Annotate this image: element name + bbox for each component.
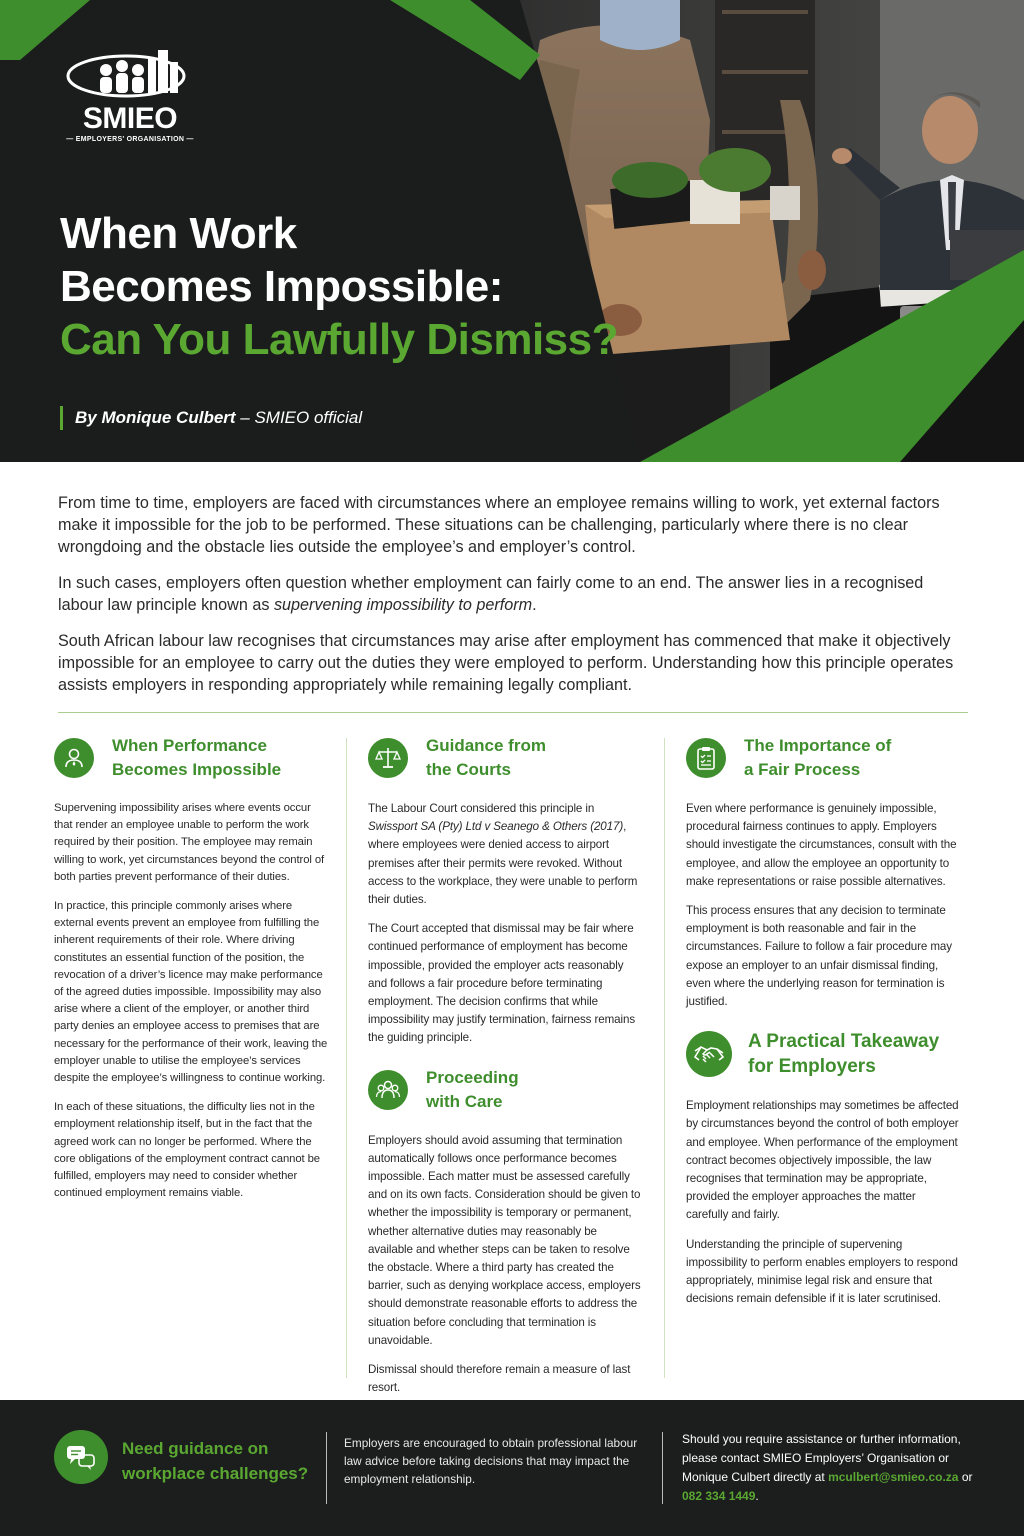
smieo-logo bbox=[60, 44, 200, 154]
body-paragraph: Employers should avoid assuming that termination automatically follows once performance becomes impossible. Each matter must be assessed carefully and on its own facts. Consideration should be given to whether the impossibility is temporary or permanent, whether alternative duties may reasonably be available and whether steps can be taken to resolve the obstacle. Where a third party has created the barrier, such as denying workplace access, employers should demonstrate reasonable efforts to address the situation before concluding that termination is unavoidable. bbox=[368, 1133, 641, 1347]
intro-p2-emphasis: supervening impossibility to perform bbox=[273, 596, 533, 614]
title-line: the Courts bbox=[426, 760, 511, 779]
title-line: for Employers bbox=[748, 1056, 876, 1078]
section-title bbox=[748, 1029, 939, 1079]
byline-author: By Monique Culbert bbox=[75, 408, 236, 427]
case-citation: Swissport SA (Pty) Ltd v Seanego & Others (2017) bbox=[368, 820, 624, 834]
section-heading bbox=[686, 1029, 960, 1079]
body-paragraph: In each of these situations, the difficulty lies not in the employment relationship itself, but in the fact that the agreed work can no longer be performed. Where the core obligations of the employment contract cannot be fulfilled, employers may need to consider whether continued employment remains viable. bbox=[54, 1101, 320, 1200]
intro-section bbox=[58, 492, 968, 710]
page-title bbox=[60, 208, 620, 366]
section-title bbox=[112, 734, 281, 782]
logo-subtitle: — EMPLOYERS' ORGANISATION — bbox=[66, 136, 194, 143]
body-paragraph: The Court accepted that dismissal may be fair where continued performance of employment has become impossible, provided the employer acts reasonably and follows a fair procedure before terminating employment. The decision confirms that while impossibility may justify termination, fairness remains the guiding principle. bbox=[368, 922, 636, 1045]
logo-mark-icon bbox=[60, 44, 200, 104]
title-line-2: Becomes Impossible: bbox=[60, 261, 503, 311]
body-paragraph: This process ensures that any decision to terminate employment is both reasonable and fair in the circumstances. Failure to follow a fair procedure may expose an employer to an unfair dismissal finding, even where the underlying reason for termination is justified. bbox=[686, 904, 952, 1009]
title-line: When Performance bbox=[112, 736, 267, 755]
clipboard-icon bbox=[686, 738, 726, 778]
body-paragraph: Supervening impossibility arises where events occur that render an employee unable to perform the work required by their position. The employee may remain willing to work, yet circumstances beyond the control of both parties prevent performance of their duties. bbox=[54, 802, 325, 883]
footer-contact bbox=[682, 1430, 982, 1506]
section-heading bbox=[54, 734, 328, 782]
footer-heading-line: workplace challenges? bbox=[122, 1464, 309, 1483]
contact-text: or bbox=[958, 1470, 973, 1484]
intro-p2-end: . bbox=[532, 596, 537, 614]
footer-advice: Employers are encouraged to obtain professional labour law advice before taking decisions that may impact the employment relationship. bbox=[344, 1436, 638, 1486]
intro-paragraph-3: South African labour law recognises that circumstances may arise after employment has commenced that make it objectively impossible for an employee to carry out the duties they were employed to perform. Understanding how this principle operates assists employers in responding appropriately while remaining legally compliant. bbox=[58, 632, 954, 694]
people-group-icon bbox=[368, 1070, 408, 1110]
section-care bbox=[368, 1066, 642, 1398]
contact-email-link[interactable]: mculbert@smieo.co.za bbox=[828, 1470, 959, 1484]
byline bbox=[60, 406, 362, 430]
title-line-1: When Work bbox=[60, 209, 297, 258]
footer-divider bbox=[326, 1432, 327, 1504]
intro-p2-text: In such cases, employers often question whether employment can fairly come to an end. The answer lies in a recognised labour law principle known as bbox=[58, 574, 924, 614]
body-paragraph: Even where performance is genuinely impossible, procedural fairness continues to apply. Employers should investigate the circumstances, consult with the employee, and allow the employee an opportunity to make representations or raise possible alternatives. bbox=[686, 802, 957, 888]
chat-bubbles-icon bbox=[54, 1430, 108, 1484]
body-paragraph: Employment relationships may sometimes be affected by circumstances beyond the control of both employer and employee. When performance of the employment contract becomes objectively impossible, the law recognises that termination may be appropriate, provided the employer approaches the matter carefully and fairly. bbox=[686, 1099, 959, 1222]
body-paragraph: Dismissal should therefore remain a measure of last resort. bbox=[368, 1363, 631, 1395]
title-line: Proceeding bbox=[426, 1067, 519, 1087]
body-paragraph: In practice, this principle commonly arises where external events prevent an employee from fulfilling the inherent requirements of their role. Where driving constitutes an essential function of the position, the revocation of a driver’s licence may make performance of the agreed duties impossible. Impossibility may also arise where a client of the employer, or another third party denies an employee access to premises that are necessary for the performance of their work, leaving the employer unable to utilise the employee’s services despite the employee’s willingness to continue working. bbox=[54, 900, 328, 1085]
section-divider bbox=[58, 712, 968, 713]
scales-icon bbox=[368, 738, 408, 778]
intro-paragraph-2 bbox=[58, 572, 968, 616]
intro-paragraph-1: From time to time, employers are faced with circumstances where an employee remains willing to work, yet external factors make it impossible for the job to be performed. These situations can be challenging, particularly where there is no clear wrongdoing and the obstacle lies outside the employee’s and employer’s control. bbox=[58, 494, 940, 556]
section-heading bbox=[686, 734, 960, 782]
title-line-3: Can You Lawfully Dismiss? bbox=[60, 314, 618, 364]
column-process bbox=[686, 734, 960, 1319]
hero-banner bbox=[0, 0, 1024, 462]
text-run: , where employees were denied access to airport premises after their permits were revoked. Without access to the workplace, they were unable to perform their duties. bbox=[368, 820, 638, 907]
contact-text: Should you require assistance or further information, please contact SMIEO Employers’ Organisation or Monique Culbert directly at bbox=[682, 1432, 961, 1484]
logo-wordmark: SMIEO bbox=[82, 102, 178, 135]
footer-heading bbox=[122, 1436, 322, 1486]
section-heading bbox=[368, 734, 642, 782]
byline-role: – SMIEO official bbox=[235, 408, 363, 427]
section-title bbox=[426, 734, 546, 782]
contact-phone-link[interactable]: 082 334 1449 bbox=[682, 1489, 756, 1503]
body-paragraph: Understanding the principle of supervening impossibility to perform enables employers to respond appropriately, minimise legal risk and ensure that decisions remain defensible if it is later scrutinised. bbox=[686, 1237, 958, 1306]
contact-text: . bbox=[755, 1489, 759, 1503]
section-heading bbox=[368, 1066, 642, 1114]
title-line: Guidance from bbox=[426, 736, 546, 755]
section-title bbox=[744, 734, 891, 782]
title-line: The Importance of bbox=[744, 736, 892, 755]
section-takeaway bbox=[686, 1029, 960, 1308]
title-line: with Care bbox=[426, 1091, 503, 1111]
footer-heading-line: Need guidance on bbox=[122, 1439, 269, 1458]
title-line: A Practical Takeaway bbox=[748, 1031, 940, 1053]
person-icon bbox=[54, 738, 94, 778]
text-run: The Labour Court considered this principle in bbox=[368, 802, 595, 815]
title-line: a Fair Process bbox=[744, 760, 861, 779]
footer-divider bbox=[662, 1432, 663, 1504]
column-courts bbox=[368, 734, 642, 1408]
body-paragraph bbox=[368, 800, 642, 909]
section-title bbox=[426, 1066, 519, 1114]
title-line: Becomes Impossible bbox=[112, 760, 282, 779]
handshake-icon bbox=[686, 1031, 732, 1077]
column-performance bbox=[54, 734, 328, 1214]
column-divider bbox=[346, 738, 347, 1378]
column-divider bbox=[664, 738, 665, 1378]
